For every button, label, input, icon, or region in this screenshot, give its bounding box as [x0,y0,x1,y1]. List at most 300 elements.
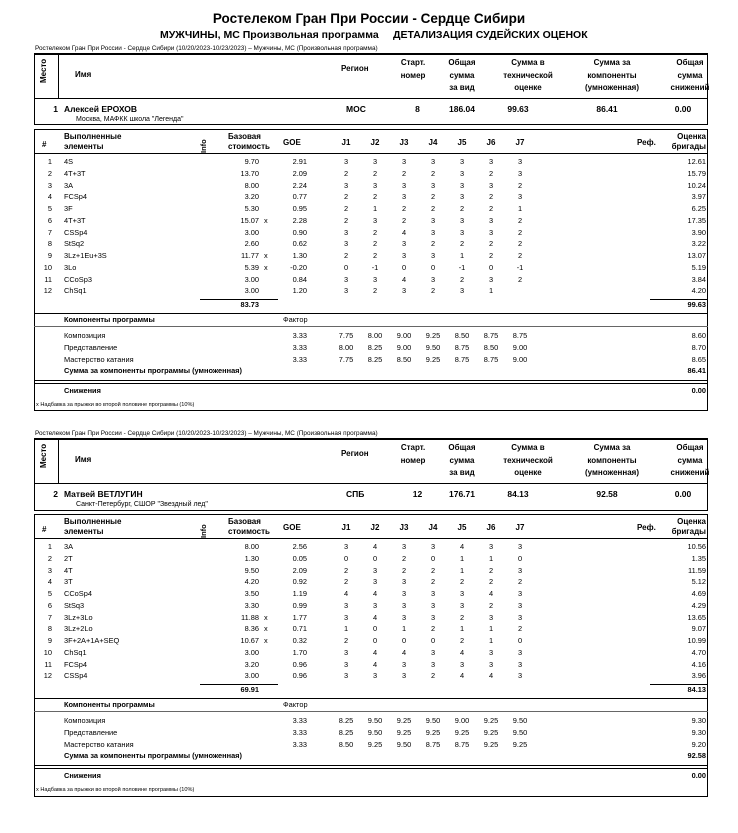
element-panel-score: 3.84 [691,274,706,284]
tech-score-header: оценке [514,83,542,92]
judge-score: 2 [430,624,436,634]
component-judge-score: 9.00 [396,331,412,340]
judge-score: 2 [401,553,407,563]
element-base-value: 3.30 [244,600,259,610]
page-subtitle-event: МУЖЧИНЫ, МС Произвольная программа [160,29,379,41]
components-sum-label: Сумма за компоненты программы (умноженная) [64,366,242,376]
element-base-value: 3.20 [244,659,259,669]
judge-score: 3 [459,600,465,610]
judge-score: 3 [401,589,407,598]
deductions-value: 0.00 [691,386,706,396]
judge-score: 2 [343,192,349,202]
element-bonus-mark: x [264,612,268,622]
start-number-header: Старт. [400,443,426,452]
component-judge-score: 8.75 [512,331,528,340]
judge-score: 0 [343,262,349,272]
component-judge-score: 8.50 [396,354,412,364]
element-base-value: 3.00 [244,671,259,681]
deductions-header: снижений [670,468,710,477]
judge-score: 3 [517,589,523,598]
element-base-value: 15.07 [240,215,259,225]
element-base-value: 9.50 [244,565,259,575]
judge-score: 2 [372,239,378,249]
col-elements-header: элементы [64,527,104,536]
judge-score: 2 [372,168,378,178]
region-header: Регион [341,449,369,458]
components-score-header: (умноженная) [585,468,639,477]
judge-score: 0 [372,553,378,563]
component-judge-score: 8.50 [483,342,499,352]
element-panel-score: 3.97 [691,192,706,202]
col-judge-header: J1 [341,138,351,147]
component-judge-score: 9.50 [512,727,528,737]
element-base-value: 5.39 [244,262,259,272]
element-base-value: 3.00 [244,274,259,284]
components-score: 92.58 [596,489,618,499]
element-panel-score: 11.59 [688,565,706,575]
col-panel-header: Оценка [677,517,706,526]
col-goe-header: GOE [283,138,301,147]
component-judge-score: 9.00 [512,342,528,352]
judge-score: 4 [372,542,378,551]
element-panel-score: 3.96 [691,671,706,681]
skater-rank: 1 [53,104,58,114]
judge-score: 0 [517,553,523,563]
judge-score: 4 [488,671,494,681]
judge-score: 4 [372,647,378,657]
judge-score: 3 [372,215,378,225]
element-base-value: 3.00 [244,286,259,296]
col-judge-header: J7 [515,138,525,147]
region-header: Регион [341,64,369,73]
judge-score: 4 [401,227,407,237]
component-factor: 3.33 [292,739,307,749]
judge-score: 3 [401,286,407,296]
judge-score: 3 [517,542,523,551]
component-judge-score: 8.25 [338,727,354,737]
col-info-header: Info [199,139,208,153]
col-judge-header: J1 [341,523,351,532]
component-name: Композиция [64,716,106,725]
judge-score: 2 [343,251,349,260]
judge-score: 3 [517,671,523,681]
deductions-score: 0.00 [674,489,692,499]
element-goe: 0.96 [292,659,307,669]
judge-score: 3 [488,612,494,622]
judge-score: 3 [343,157,349,166]
component-name: Представление [64,342,118,352]
judge-score: 2 [488,192,494,202]
element-panel-score: 12.61 [687,157,706,166]
judge-score: 2 [488,239,494,249]
element-code: ChSq1 [64,286,87,296]
judge-score: 2 [430,671,436,681]
judge-score: 3 [459,157,465,166]
component-judge-score: 9.25 [425,331,441,340]
components-score-header: (умноженная) [585,83,639,92]
judge-score: 4 [372,612,378,622]
element-number: 12 [43,671,52,681]
deductions-header: снижений [670,83,710,92]
element-panel-score: 4.70 [691,647,706,657]
element-number: 9 [47,251,52,260]
col-judge-header: J6 [486,138,496,147]
judge-score: 3 [517,565,523,575]
skater-club: Москва, МАФКК школа "Легенда" [76,116,184,123]
element-goe: 0.90 [292,227,307,237]
component-judge-score: 8.25 [367,354,383,364]
element-number: 10 [43,262,52,272]
col-goe-header: GOE [283,523,301,532]
judge-score: 2 [517,577,523,587]
components-sum-value: 92.58 [687,751,706,761]
divider [34,313,708,314]
judge-score: 3 [517,612,523,622]
judge-score: 2 [430,565,436,575]
deductions-header: Общая [676,58,704,67]
judge-score: 3 [401,157,407,166]
col-judge-header: J7 [515,523,525,532]
base-value-total: 69.91 [240,685,259,694]
element-goe: 2.28 [292,215,307,225]
element-goe: 1.30 [292,251,307,260]
divider [34,698,708,699]
judge-score: 3 [343,647,349,657]
element-bonus-mark: x [264,624,268,634]
divider [34,153,708,154]
element-code: CSSp4 [64,227,88,237]
component-judge-score: 9.25 [425,354,441,364]
element-bonus-mark: x [264,636,268,645]
element-panel-score: 10.99 [687,636,706,645]
total-score-header: Общая [448,443,476,452]
element-code: 3T [64,577,73,587]
col-judge-header: J4 [428,138,438,147]
judge-score: 3 [488,542,494,551]
judge-score: 3 [459,192,465,202]
component-judge-score: 8.75 [483,331,499,340]
element-number: 9 [47,636,52,645]
judge-score: 2 [343,215,349,225]
element-base-value: 10.67 [240,636,259,645]
element-panel-score: 15.79 [687,168,706,178]
component-judge-score: 9.00 [512,354,528,364]
total-score-header: за вид [449,83,475,92]
judge-score: 2 [517,251,523,260]
total-score: 186.04 [449,104,475,114]
component-factor: 3.33 [292,354,307,364]
col-elements-header: Выполненные [64,132,122,141]
element-number: 6 [47,215,52,225]
components-score-header: компоненты [587,455,637,465]
judge-score: 3 [401,577,407,587]
judge-score: 2 [343,168,349,178]
element-number: 7 [47,612,52,622]
element-code: StSq2 [64,239,85,249]
judge-score: -1 [371,262,379,272]
component-judge-score: 9.50 [512,716,528,725]
judge-score: 2 [517,624,523,634]
element-code: 2T [64,553,73,563]
breadcrumb: Ростелеком Гран При России - Сердце Сибири (10/20/2023-10/23/2023) – Мужчины, МС (Произвольная программа) [35,430,378,437]
element-goe: 1.20 [292,286,307,296]
judge-score: 3 [430,542,436,551]
judge-score: 3 [459,180,465,190]
judge-score: 2 [343,204,349,213]
element-bonus-mark: x [264,262,268,272]
element-panel-score: 4.16 [691,659,706,669]
element-goe: 2.56 [292,542,307,551]
judge-score: 3 [343,286,349,296]
element-number: 1 [47,542,52,551]
judge-score: 3 [430,251,436,260]
judge-score: 2 [372,227,378,237]
judge-score: 3 [488,180,494,190]
element-panel-score: 6.25 [691,204,706,213]
judge-score: 1 [459,624,465,634]
col-number-header: # [42,140,47,149]
judge-score: 2 [343,577,349,587]
judge-score: 3 [488,215,494,225]
judge-score: 1 [459,553,465,563]
element-goe: 1.70 [292,647,307,657]
judge-score: 2 [401,215,407,225]
judge-score: 3 [401,239,407,249]
component-judge-score: 9.00 [454,716,470,725]
judge-score: 3 [430,227,436,237]
element-number: 5 [47,204,52,213]
element-code: 3Lz+3Lo [64,612,93,622]
element-number: 4 [47,577,52,587]
element-goe: 0.99 [292,600,307,610]
element-code: CSSp4 [64,671,88,681]
judge-score: 3 [343,659,349,669]
component-judge-score: 8.75 [454,354,470,364]
element-base-value: 11.77 [241,251,259,260]
judge-score: 3 [372,671,378,681]
element-number: 2 [47,553,52,563]
divider [34,768,708,769]
judge-score: 2 [459,274,465,284]
element-number: 10 [43,647,52,657]
judge-score: 2 [517,215,523,225]
divider [34,538,708,539]
judge-score: 3 [401,251,407,260]
start-number: 8 [415,104,420,114]
element-number: 4 [47,192,52,202]
judge-score: 0 [401,636,407,645]
col-info-header: Info [199,524,208,538]
divider [34,765,708,766]
judge-score: 2 [372,251,378,260]
judge-score: 3 [430,612,436,622]
component-judge-score: 9.25 [454,727,470,737]
element-base-value: 2.60 [244,239,259,249]
deductions-value: 0.00 [691,771,706,781]
name-header: Имя [75,70,92,79]
judge-score: 2 [459,204,465,213]
judge-score: 2 [488,565,494,575]
judge-score: 3 [517,168,523,178]
element-goe: 0.84 [292,274,307,284]
judge-score: 4 [459,542,465,551]
element-goe: 0.71 [292,624,307,634]
element-bonus-mark: x [264,251,268,260]
tech-score: 84.13 [507,489,529,499]
judge-score: 0 [430,636,436,645]
component-panel-score: 8.65 [691,354,706,364]
col-ref-header: Реф. [637,138,656,147]
component-judge-score: 9.25 [367,739,383,749]
judge-score: 3 [401,192,407,202]
judge-score: 4 [459,647,465,657]
judge-score: 4 [343,589,349,598]
col-judge-header: J3 [399,138,409,147]
judge-score: 3 [430,659,436,669]
judge-score: 2 [401,168,407,178]
judge-score: 3 [430,157,436,166]
judge-score: 3 [430,600,436,610]
judge-score: 3 [430,647,436,657]
element-goe: 2.24 [292,180,307,190]
element-base-value: 4.20 [244,577,259,587]
element-panel-score: 13.07 [687,251,706,260]
element-goe: 0.77 [292,192,307,202]
component-judge-score: 9.25 [512,739,528,749]
element-goe: 0.62 [292,239,307,249]
judge-score: 3 [488,647,494,657]
judge-score: 4 [459,671,465,681]
total-score-header: за вид [449,468,475,477]
element-panel-score: 4.69 [691,589,706,598]
judge-score: 3 [488,659,494,669]
judge-score: 4 [401,274,407,284]
element-goe: 0.32 [292,636,307,645]
component-judge-score: 9.50 [396,739,412,749]
judge-score: 3 [343,671,349,681]
deductions-header: сумма [677,70,703,80]
element-number: 8 [47,624,52,634]
judge-score: 2 [488,204,494,213]
judge-score: 3 [459,659,465,669]
divider [34,383,708,384]
element-goe: 0.05 [292,553,307,563]
tech-score-header: оценке [514,468,542,477]
element-code: 4T+3T [64,215,86,225]
component-name: Представление [64,727,118,737]
element-panel-score: 4.20 [691,286,706,296]
judge-score: 0 [372,624,378,634]
element-base-value: 8.36 [244,624,259,634]
factor-header: Фактор [283,315,308,324]
element-code: 3F+2A+1A+SEQ [64,636,120,645]
judge-score: 2 [488,168,494,178]
judge-score: 3 [459,286,465,296]
judge-score: 2 [401,204,407,213]
skater-name: Алексей ЕРОХОВ [64,104,138,114]
judge-score: 2 [517,180,523,190]
element-goe: 0.96 [292,671,307,681]
judge-score: 0 [401,262,407,272]
deductions-header: сумма [677,455,703,465]
element-base-value: 8.00 [244,542,259,551]
component-panel-score: 9.30 [691,727,706,737]
component-judge-score: 8.50 [338,739,354,749]
element-base-value: 3.00 [244,227,259,237]
judge-score: 0 [372,636,378,645]
element-base-value: 9.70 [244,157,259,166]
judge-score: 3 [372,565,378,575]
element-number: 3 [47,180,52,190]
judge-score: 3 [517,192,523,202]
start-number-header: номер [400,70,426,80]
divider [34,711,708,712]
component-judge-score: 8.75 [454,739,470,749]
element-number: 12 [43,286,52,296]
component-judge-score: 9.25 [396,716,412,725]
component-judge-score: 9.50 [425,716,441,725]
judge-score: 2 [430,239,436,249]
component-judge-score: 9.50 [367,727,383,737]
footnote: x Надбавка за прыжки во второй половине программы (10%) [36,402,195,409]
col-panel-header: бригады [671,142,706,151]
judge-score: 3 [430,215,436,225]
components-score: 86.41 [596,104,618,114]
judge-score: 3 [488,227,494,237]
col-panel-header: Оценка [677,132,706,141]
element-number: 2 [47,168,52,178]
tech-score-header: Сумма в [511,443,545,452]
component-judge-score: 9.25 [483,716,499,725]
judge-score: 3 [430,589,436,598]
element-number: 8 [47,239,52,249]
judge-score: 2 [488,577,494,587]
judge-score: 1 [401,624,407,634]
component-factor: 3.33 [292,342,307,352]
judge-score: 3 [517,600,523,610]
element-panel-score: 4.29 [691,600,706,610]
judge-score: 3 [343,612,349,622]
deductions-header: Общая [676,443,704,452]
page-subtitle-report: ДЕТАЛИЗАЦИЯ СУДЕЙСКИХ ОЦЕНОК [393,29,588,41]
components-sum-value: 86.41 [687,366,706,376]
total-score: 176.71 [449,489,475,499]
element-panel-score: 5.19 [691,262,706,272]
component-factor: 3.33 [292,331,307,340]
judge-score: 1 [517,204,523,213]
element-code: CCoSp4 [64,589,92,598]
judge-score: 3 [372,577,378,587]
judge-score: 2 [401,565,407,575]
element-code: 3F [64,204,73,213]
judge-score: 3 [372,157,378,166]
element-code: 4T+3T [64,168,86,178]
judge-score: 3 [343,542,349,551]
judge-score: 3 [343,239,349,249]
name-header: Имя [75,455,92,464]
element-base-value: 1.30 [244,553,259,563]
total-score-header: Общая [448,58,476,67]
skater-rank: 2 [53,489,58,499]
element-panel-score: 1.35 [691,553,706,563]
element-code: 3A [64,542,74,551]
components-header: Компоненты программы [64,315,155,324]
judge-score: 3 [488,157,494,166]
judge-score: 0 [517,636,523,645]
judge-score: 1 [343,624,349,634]
judge-score: 3 [372,274,378,284]
element-number: 11 [44,274,52,284]
